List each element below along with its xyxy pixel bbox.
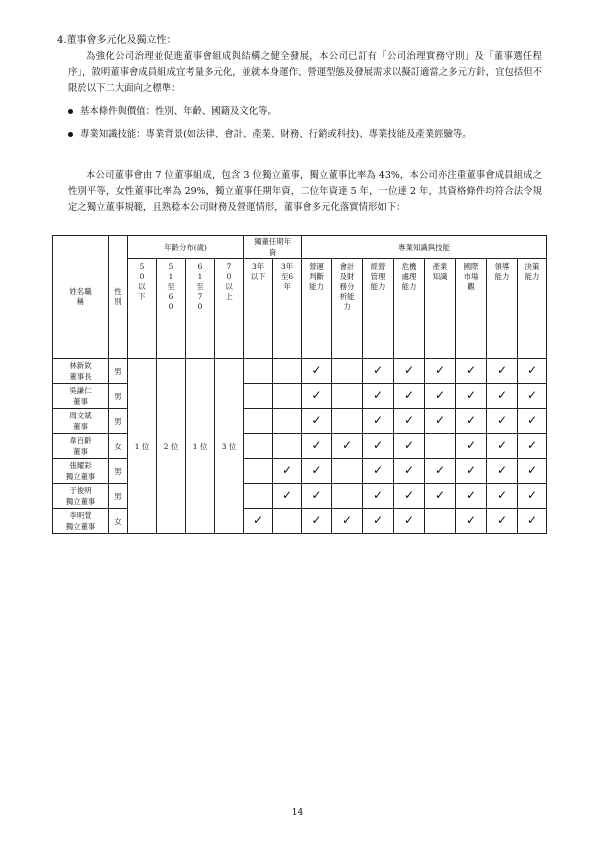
check-icon: ✓ [466, 413, 477, 427]
check-cell [425, 509, 456, 534]
gender-cell: 女 [109, 509, 128, 534]
table-row [53, 484, 547, 509]
header-age-distribution: 年齡分布(歲) [128, 236, 244, 259]
gender-cell: 男 [109, 359, 128, 384]
bullet-dot-icon [68, 109, 73, 114]
check-icon: ✓ [527, 363, 538, 377]
gender-cell: 男 [109, 459, 128, 484]
director-title: 獨立董事 [65, 472, 96, 481]
check-cell [425, 384, 456, 409]
director-title: 董事 [73, 397, 88, 406]
check-cell [332, 359, 363, 384]
check-icon: ✓ [527, 438, 538, 452]
check-cell [302, 384, 332, 409]
check-cell [332, 434, 363, 459]
check-cell [487, 459, 518, 484]
check-cell [302, 409, 332, 434]
table-row [53, 409, 547, 434]
page-number: 14 [291, 808, 304, 818]
check-icon: ✓ [527, 413, 538, 427]
header-skill [332, 259, 363, 359]
header-skill [302, 259, 332, 359]
check-cell [456, 484, 487, 509]
check-cell [302, 459, 332, 484]
check-cell [518, 359, 547, 384]
check-cell [332, 509, 363, 534]
check-cell [363, 434, 394, 459]
check-cell [487, 509, 518, 534]
header-age-band [157, 259, 186, 359]
header-age-band-label: 61至70 [196, 262, 204, 311]
header-skill-label: 會計及財務分析能力 [339, 262, 355, 311]
check-icon: ✓ [404, 438, 415, 452]
check-cell [244, 384, 273, 409]
check-cell [394, 409, 425, 434]
gender-cell: 男 [109, 384, 128, 409]
check-icon: ✓ [373, 463, 384, 477]
check-icon: ✓ [311, 488, 322, 502]
intro-paragraph: 為強化公司治理並促進董事會組成與結構之健全發展，本公司已訂有「公司治理實務守則」及「董事選任程序」，敘明董事會成員組成宜考量多元化，並就本身運作、營運型態及發展需求以擬訂適當之多元方針，宜包括但不限於以下二大面向之標準： [68, 51, 542, 94]
header-tenure: 獨董任期年資 [244, 236, 302, 259]
check-cell [302, 434, 332, 459]
bullet-text: 基本條件與價值：性別、年齡、國籍及文化等。 [80, 106, 277, 117]
board-diversity-table [52, 235, 547, 534]
header-skill-label: 決策能力 [524, 262, 540, 281]
check-icon: ✓ [497, 513, 508, 527]
header-tenure-band [273, 259, 302, 359]
check-cell [394, 484, 425, 509]
check-icon: ✓ [311, 363, 322, 377]
age-count-cell: 2 位 [157, 359, 186, 534]
header-skill [363, 259, 394, 359]
header-age-band-label: 70以上 [225, 262, 233, 301]
director-name-cell [53, 384, 109, 409]
check-cell [487, 359, 518, 384]
header-skill-label: 營運判斷能力 [309, 262, 324, 291]
check-icon: ✓ [466, 438, 477, 452]
bullet-dot-icon [68, 132, 73, 137]
check-cell [487, 434, 518, 459]
check-icon: ✓ [342, 438, 353, 452]
gender-cell: 男 [109, 409, 128, 434]
header-age-band-label: 50以下 [138, 262, 146, 301]
check-cell [363, 484, 394, 509]
header-tenure-band-label: 3年以下 [250, 262, 266, 281]
check-cell [394, 359, 425, 384]
check-cell [302, 359, 332, 384]
check-icon: ✓ [497, 488, 508, 502]
check-cell [332, 459, 363, 484]
check-cell [456, 384, 487, 409]
check-icon: ✓ [497, 463, 508, 477]
check-cell [425, 359, 456, 384]
check-cell [363, 509, 394, 534]
check-cell [518, 434, 547, 459]
director-name: 李明萱 [69, 511, 92, 520]
header-tenure-band-label: 3年至6年 [281, 262, 294, 291]
director-name-cell [53, 359, 109, 384]
check-cell [425, 484, 456, 509]
check-icon: ✓ [373, 388, 384, 402]
check-icon: ✓ [282, 463, 293, 477]
check-cell [425, 434, 456, 459]
check-cell [244, 409, 273, 434]
director-name: 于俊明 [69, 486, 92, 495]
check-icon: ✓ [435, 488, 446, 502]
director-name: 周文斌 [69, 411, 92, 420]
check-icon: ✓ [466, 488, 477, 502]
check-icon: ✓ [311, 438, 322, 452]
check-icon: ✓ [373, 513, 384, 527]
check-icon: ✓ [466, 463, 477, 477]
check-icon: ✓ [497, 363, 508, 377]
check-icon: ✓ [373, 488, 384, 502]
check-cell [332, 484, 363, 509]
check-icon: ✓ [373, 413, 384, 427]
director-name: 林新欽 [69, 361, 92, 370]
check-cell [456, 459, 487, 484]
check-cell [487, 484, 518, 509]
check-icon: ✓ [253, 513, 264, 527]
bullet-text: 專業知識技能：專業背景(如法律、會計、產業、財務、行銷或科技)、專業技能及產業經驗等。 [80, 129, 472, 140]
check-cell [273, 434, 302, 459]
header-skill [456, 259, 487, 359]
check-cell [273, 409, 302, 434]
check-cell [273, 459, 302, 484]
check-cell [363, 359, 394, 384]
director-title: 董事 [73, 447, 88, 456]
header-skill [518, 259, 547, 359]
director-title: 獨立董事 [65, 497, 96, 506]
header-age-band [215, 259, 244, 359]
check-icon: ✓ [282, 488, 293, 502]
board-paragraph: 本公司董事會由 7 位董事組成，包含 3 位獨立董事，獨立董事比率為 43%，本公司亦注重董事會成員組成之性別平等，女性董事比率為 29%，獨立董事任期年資，二位年資達 5 年，一位達 2 年，其資格條件均符合法令規定之獨立董事規範，且熟稔本公司財務及營運情形，董事會多元化落實情形如下： [68, 170, 542, 213]
check-cell [487, 409, 518, 434]
director-name: 韋百齡 [69, 436, 92, 445]
check-icon: ✓ [466, 388, 477, 402]
table-row [53, 509, 547, 534]
gender-cell: 女 [109, 434, 128, 459]
check-cell [244, 459, 273, 484]
header-skills: 專業知識與技能 [302, 236, 547, 259]
check-icon: ✓ [404, 513, 415, 527]
table-row [53, 459, 547, 484]
director-name-cell [53, 509, 109, 534]
check-icon: ✓ [342, 513, 353, 527]
header-skill [487, 259, 518, 359]
check-cell [332, 384, 363, 409]
check-icon: ✓ [404, 488, 415, 502]
director-title: 獨立董事 [65, 522, 96, 531]
check-cell [425, 409, 456, 434]
check-icon: ✓ [404, 463, 415, 477]
check-icon: ✓ [435, 413, 446, 427]
check-cell [244, 484, 273, 509]
director-name-cell [53, 434, 109, 459]
check-icon: ✓ [527, 513, 538, 527]
check-icon: ✓ [435, 363, 446, 377]
check-icon: ✓ [311, 513, 322, 527]
age-count-cell: 1 位 [128, 359, 157, 534]
header-age-band [186, 259, 215, 359]
header-age-band-label: 51至60 [167, 262, 175, 311]
check-icon: ✓ [466, 363, 477, 377]
check-cell [518, 384, 547, 409]
director-name-cell [53, 459, 109, 484]
check-cell [456, 434, 487, 459]
director-title: 董事 [73, 422, 88, 431]
bullet-item [68, 127, 542, 143]
check-cell [518, 509, 547, 534]
check-cell [394, 384, 425, 409]
header-skill [394, 259, 425, 359]
table-row [53, 384, 547, 409]
check-cell [363, 384, 394, 409]
bullet-item [68, 104, 542, 120]
check-cell [456, 409, 487, 434]
table-row [53, 434, 547, 459]
check-cell [363, 409, 394, 434]
check-cell [487, 384, 518, 409]
check-cell [302, 509, 332, 534]
check-cell [456, 509, 487, 534]
check-icon: ✓ [497, 388, 508, 402]
table-row [53, 359, 547, 384]
check-cell [244, 509, 273, 534]
header-skill-label: 經營管理能力 [370, 262, 386, 291]
check-cell [394, 434, 425, 459]
check-cell [273, 484, 302, 509]
check-cell [332, 409, 363, 434]
header-skill-label: 領導能力 [494, 262, 510, 281]
check-icon: ✓ [373, 438, 384, 452]
check-cell [394, 459, 425, 484]
check-cell [302, 484, 332, 509]
check-cell [273, 509, 302, 534]
header-age-band [128, 259, 157, 359]
check-cell [244, 434, 273, 459]
check-icon: ✓ [527, 488, 538, 502]
check-icon: ✓ [373, 363, 384, 377]
check-cell [363, 459, 394, 484]
check-cell [394, 509, 425, 534]
check-icon: ✓ [497, 413, 508, 427]
check-cell [518, 459, 547, 484]
section-title: 4.董事會多元化及獨立性： [57, 35, 177, 46]
check-cell [456, 359, 487, 384]
check-icon: ✓ [404, 413, 415, 427]
check-icon: ✓ [435, 388, 446, 402]
header-skill-label: 產業知識 [432, 262, 448, 281]
check-icon: ✓ [404, 363, 415, 377]
check-icon: ✓ [311, 463, 322, 477]
header-skill-label: 國際市場觀 [463, 262, 479, 291]
header-name-title: 姓名職稱 [53, 236, 109, 359]
header-gender: 性別 [109, 236, 128, 359]
check-cell [425, 459, 456, 484]
check-icon: ✓ [497, 438, 508, 452]
header-skill-label: 危機處理能力 [401, 262, 417, 291]
director-name-cell [53, 409, 109, 434]
check-icon: ✓ [435, 463, 446, 477]
age-count-cell: 1 位 [186, 359, 215, 534]
director-name: 吳謙仁 [69, 386, 92, 395]
check-cell [518, 409, 547, 434]
gender-cell: 男 [109, 484, 128, 509]
check-cell [273, 359, 302, 384]
header-skill [425, 259, 456, 359]
director-title: 董事長 [69, 372, 92, 381]
director-name-cell [53, 484, 109, 509]
check-icon: ✓ [404, 388, 415, 402]
check-cell [244, 359, 273, 384]
check-cell [273, 384, 302, 409]
check-cell [518, 484, 547, 509]
check-icon: ✓ [311, 388, 322, 402]
check-icon: ✓ [311, 413, 322, 427]
check-icon: ✓ [527, 463, 538, 477]
check-icon: ✓ [527, 388, 538, 402]
header-tenure-band [244, 259, 273, 359]
age-count-cell: 3 位 [215, 359, 244, 534]
director-name: 張耀彩 [69, 461, 92, 470]
check-icon: ✓ [466, 513, 477, 527]
